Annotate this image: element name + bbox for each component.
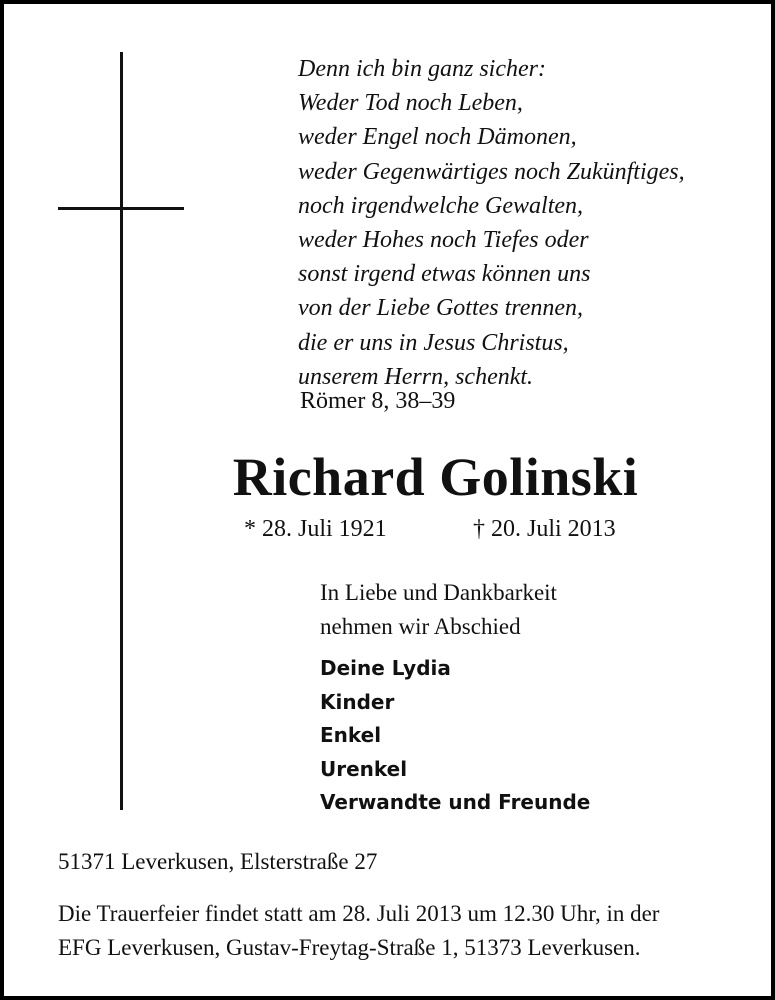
mourners-list <box>320 652 590 820</box>
farewell-text <box>320 576 557 644</box>
service-line: EFG Leverkusen, Gustav-Freytag-Straße 1, 51373 Leverkusen. <box>58 935 641 960</box>
verse-line: weder Gegenwärtiges noch Zukünftiges, <box>298 158 685 185</box>
farewell-line: nehmen wir Abschied <box>320 614 521 639</box>
mourner-entry: Deine Lydia <box>320 656 451 680</box>
verse-source: Römer 8, 38–39 <box>300 388 456 414</box>
mourner-entry: Verwandte und Freunde <box>320 790 591 814</box>
bible-verse <box>298 52 685 394</box>
birth-date: * 28. Juli 1921 <box>244 516 387 542</box>
verse-line: noch irgendwelche Gewalten, <box>298 192 584 219</box>
verse-line: Weder Tod noch Leben, <box>298 90 523 117</box>
verse-line: die er uns in Jesus Christus, <box>298 329 569 356</box>
cross-horizontal-beam <box>58 207 184 210</box>
verse-line: von der Liebe Gottes trennen, <box>298 295 584 322</box>
verse-line: weder Hohes noch Tiefes oder <box>298 227 589 254</box>
mourner-entry: Enkel <box>320 723 382 747</box>
service-line: Die Trauerfeier findet statt am 28. Juli 2013 um 12.30 Uhr, in der <box>58 901 660 926</box>
verse-line: sonst irgend etwas können uns <box>298 261 591 288</box>
death-date: † 20. Juli 2013 <box>473 516 616 542</box>
farewell-line: In Liebe und Dankbarkeit <box>320 580 557 605</box>
cross-vertical-beam <box>120 52 123 810</box>
service-info <box>58 897 659 965</box>
mourner-entry: Kinder <box>320 689 395 714</box>
deceased-name: Richard Golinski <box>232 447 639 507</box>
verse-line: Denn ich bin ganz sicher: <box>298 56 546 82</box>
family-address: 51371 Leverkusen, Elsterstraße 27 <box>58 849 378 874</box>
verse-line: unserem Herrn, schenkt. <box>298 363 534 390</box>
mourner-entry: Urenkel <box>320 756 408 781</box>
verse-line: weder Engel noch Dämonen, <box>298 124 577 151</box>
